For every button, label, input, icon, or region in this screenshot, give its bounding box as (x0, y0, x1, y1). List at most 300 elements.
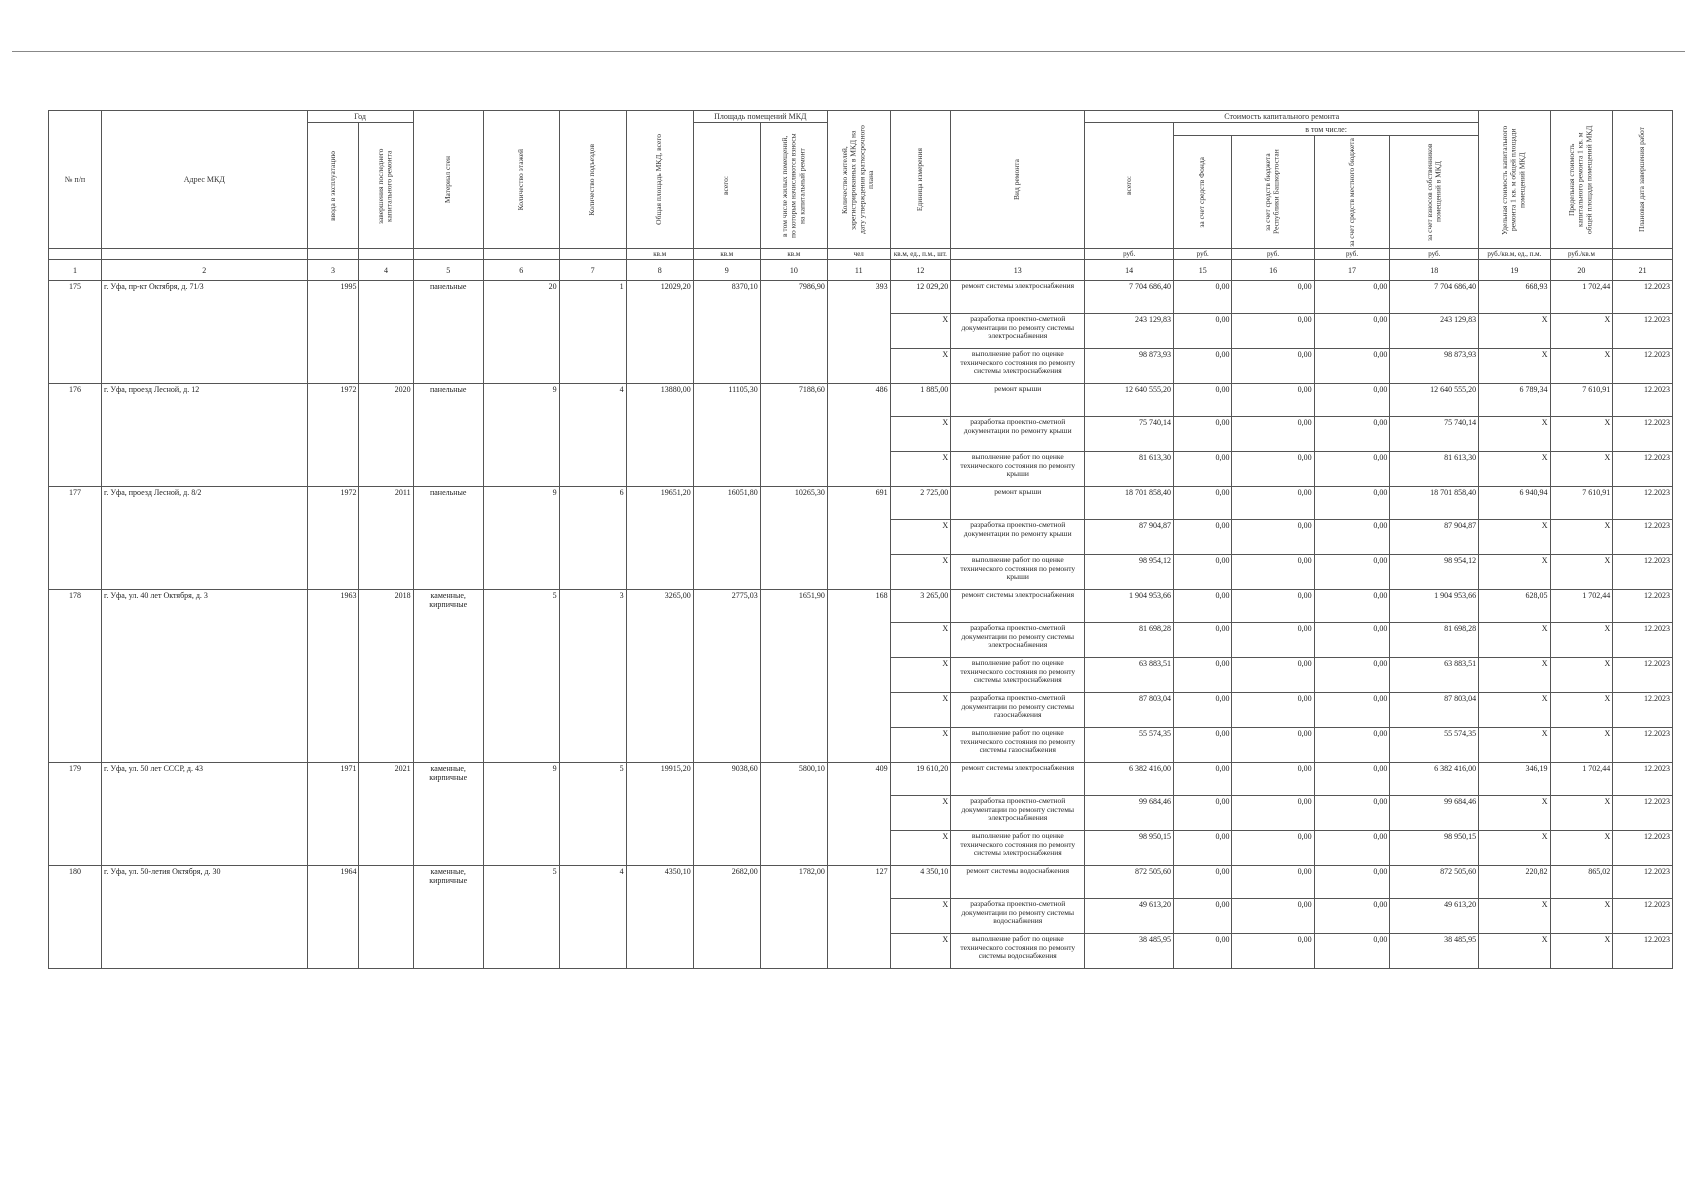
subrow-cost-owners: 98 873,93 (1390, 349, 1479, 384)
row-number: 178 (49, 590, 102, 763)
subrow-cost-republic: 0,00 (1232, 899, 1314, 934)
column-number: 17 (1314, 260, 1390, 281)
row-cost-fund: 0,00 (1174, 763, 1232, 796)
row-wall-material: панельные (413, 487, 483, 590)
col-limit-cost-header (1550, 111, 1613, 249)
row-year-repair: 2021 (359, 763, 413, 866)
row-quantity: 19 610,20 (890, 763, 951, 796)
subrow-cost-total: 49 613,20 (1085, 899, 1174, 934)
subrow-deadline: 12.2023 (1613, 796, 1673, 831)
row-number: 180 (49, 866, 102, 969)
row-cost-total: 872 505,60 (1085, 866, 1174, 899)
column-number: 10 (760, 260, 827, 281)
column-number: 15 (1174, 260, 1232, 281)
subrow-cost-republic: 0,00 (1232, 693, 1314, 728)
row-year-repair: 2018 (359, 590, 413, 763)
col-residents-header (827, 111, 890, 249)
table-row (49, 384, 1673, 417)
col-cost-local-header (1314, 136, 1390, 249)
subrow-limit-cost: X (1550, 728, 1613, 763)
row-cost-fund: 0,00 (1174, 281, 1232, 314)
subrow-cost-owners: 87 803,04 (1390, 693, 1479, 728)
subrow-cost-local: 0,00 (1314, 623, 1390, 658)
column-number: 2 (102, 260, 308, 281)
subrow-deadline: 12.2023 (1613, 623, 1673, 658)
subrow-cost-owners: 63 883,51 (1390, 658, 1479, 693)
subrow-limit-cost: X (1550, 314, 1613, 349)
row-premises-total: 11105,30 (693, 384, 760, 487)
row-repair-type: ремонт системы электроснабжения (951, 281, 1085, 314)
row-cost-republic: 0,00 (1232, 763, 1314, 796)
subrow-cost-owners: 55 574,35 (1390, 728, 1479, 763)
row-cost-owners: 7 704 686,40 (1390, 281, 1479, 314)
subrow-work-type: разработка проектно-сметной документации по ремонту системы электроснабжения (951, 796, 1085, 831)
row-unit-cost: 220,82 (1479, 866, 1550, 899)
unit-cell: кв.м (626, 249, 693, 260)
subrow-cost-republic: 0,00 (1232, 831, 1314, 866)
subrow-deadline: 12.2023 (1613, 314, 1673, 349)
row-cost-local: 0,00 (1314, 384, 1390, 417)
row-total-area: 3265,00 (626, 590, 693, 763)
subrow-cost-owners: 38 485,95 (1390, 934, 1479, 969)
row-cost-total: 1 904 953,66 (1085, 590, 1174, 623)
subrow-cost-local: 0,00 (1314, 693, 1390, 728)
subrow-work-type: разработка проектно-сметной документации по ремонту системы газоснабжения (951, 693, 1085, 728)
row-cost-local: 0,00 (1314, 763, 1390, 796)
row-unit-cost: 6 940,94 (1479, 487, 1550, 520)
col-repair-type-label: Вид ремонта (1012, 159, 1022, 201)
subrow-unit-cost: X (1479, 899, 1550, 934)
row-year-commission: 1971 (307, 763, 359, 866)
row-cost-local: 0,00 (1314, 590, 1390, 623)
subrow-cost-local: 0,00 (1314, 417, 1390, 452)
unit-cell (102, 249, 308, 260)
unit-cell (559, 249, 626, 260)
col-entrances-label: Количество подъездов (587, 143, 597, 216)
subrow-cost-republic: 0,00 (1232, 520, 1314, 555)
col-premises-total-header (693, 123, 760, 249)
subrow-work-type: выполнение работ по оценке технического состояния по ремонту системы электроснабжения (951, 349, 1085, 384)
unit-cell: руб./кв.м (1550, 249, 1613, 260)
subrow-limit-cost: X (1550, 349, 1613, 384)
col-cost-owners-header (1390, 136, 1479, 249)
row-total-area: 13880,00 (626, 384, 693, 487)
unit-cell: кв.м, ед., п.м., шт. (890, 249, 951, 260)
unit-cell: руб. (1390, 249, 1479, 260)
subrow-cost-owners: 98 954,12 (1390, 555, 1479, 590)
col-deadline-header (1613, 111, 1673, 249)
subrow-deadline: 12.2023 (1613, 520, 1673, 555)
row-address: г. Уфа, ул. 50-летия Октября, д. 30 (102, 866, 308, 969)
row-premises-total: 8370,10 (693, 281, 760, 384)
row-cost-total: 18 701 858,40 (1085, 487, 1174, 520)
subrow-quantity-mark: X (890, 796, 951, 831)
row-total-area: 12029,20 (626, 281, 693, 384)
subrow-unit-cost: X (1479, 520, 1550, 555)
row-cost-total: 7 704 686,40 (1085, 281, 1174, 314)
row-address: г. Уфа, ул. 40 лет Октября, д. 3 (102, 590, 308, 763)
row-year-commission: 1964 (307, 866, 359, 969)
row-cost-republic: 0,00 (1232, 590, 1314, 623)
col-year-commission-label: ввода в эксплуатацию (327, 150, 337, 221)
subrow-limit-cost: X (1550, 520, 1613, 555)
subrow-quantity-mark: X (890, 417, 951, 452)
col-premises-funded-label: в том числе жилых помещений, по которым начисляются взносы на капитальный ремонт (779, 133, 807, 238)
subrow-limit-cost: X (1550, 555, 1613, 590)
row-address: г. Уфа, проезд Лесной, д. 12 (102, 384, 308, 487)
subrow-cost-owners: 81 613,30 (1390, 452, 1479, 487)
col-entrances-header (559, 111, 626, 249)
subrow-cost-fund: 0,00 (1174, 693, 1232, 728)
column-number: 20 (1550, 260, 1613, 281)
row-premises-funded: 10265,30 (760, 487, 827, 590)
subrow-cost-total: 38 485,95 (1085, 934, 1174, 969)
col-unit-cost-header (1479, 111, 1550, 249)
column-number: 8 (626, 260, 693, 281)
subrow-deadline: 12.2023 (1613, 417, 1673, 452)
subrow-cost-fund: 0,00 (1174, 831, 1232, 866)
subrow-deadline: 12.2023 (1613, 899, 1673, 934)
row-floors: 5 (483, 590, 559, 763)
subrow-work-type: разработка проектно-сметной документации по ремонту крыши (951, 520, 1085, 555)
subrow-limit-cost: X (1550, 934, 1613, 969)
column-number: 1 (49, 260, 102, 281)
subrow-deadline: 12.2023 (1613, 452, 1673, 487)
subrow-cost-total: 243 129,83 (1085, 314, 1174, 349)
column-number: 4 (359, 260, 413, 281)
row-cost-owners: 872 505,60 (1390, 866, 1479, 899)
subrow-work-type: выполнение работ по оценке технического состояния по ремонту системы электроснабжения (951, 831, 1085, 866)
col-cost-local-label: за счет средств местного бюджета (1346, 137, 1356, 247)
top-rule (12, 51, 1685, 52)
subrow-quantity-mark: X (890, 520, 951, 555)
subrow-limit-cost: X (1550, 796, 1613, 831)
col-cost-fund-label: за счет средств Фонда (1197, 156, 1207, 228)
row-cost-fund: 0,00 (1174, 866, 1232, 899)
col-material-label: Материал стен (442, 156, 452, 204)
col-cost-group-header: Стоимость капитального ремонта (1085, 111, 1479, 123)
row-unit-cost: 668,93 (1479, 281, 1550, 314)
column-number: 11 (827, 260, 890, 281)
row-premises-funded: 7188,60 (760, 384, 827, 487)
subrow-cost-republic: 0,00 (1232, 555, 1314, 590)
subrow-deadline: 12.2023 (1613, 658, 1673, 693)
subrow-quantity-mark: X (890, 314, 951, 349)
row-floors: 9 (483, 763, 559, 866)
row-cost-local: 0,00 (1314, 866, 1390, 899)
col-floors-header (483, 111, 559, 249)
row-limit-cost: 1 702,44 (1550, 281, 1613, 314)
row-premises-funded: 7986,90 (760, 281, 827, 384)
row-premises-funded: 5800,10 (760, 763, 827, 866)
subrow-cost-owners: 243 129,83 (1390, 314, 1479, 349)
row-premises-total: 2775,03 (693, 590, 760, 763)
column-number: 3 (307, 260, 359, 281)
subrow-quantity-mark: X (890, 623, 951, 658)
subrow-cost-republic: 0,00 (1232, 934, 1314, 969)
column-number: 6 (483, 260, 559, 281)
subrow-work-type: выполнение работ по оценке технического состояния по ремонту системы водоснабжения (951, 934, 1085, 969)
row-premises-total: 2682,00 (693, 866, 760, 969)
row-wall-material: каменные, кирпичные (413, 590, 483, 763)
col-unit-header (890, 111, 951, 249)
row-cost-owners: 12 640 555,20 (1390, 384, 1479, 417)
subrow-cost-local: 0,00 (1314, 520, 1390, 555)
row-repair-type: ремонт системы водоснабжения (951, 866, 1085, 899)
subrow-work-type: выполнение работ по оценке технического состояния по ремонту системы газоснабжения (951, 728, 1085, 763)
row-limit-cost: 1 702,44 (1550, 590, 1613, 623)
row-premises-funded: 1782,00 (760, 866, 827, 969)
column-number: 19 (1479, 260, 1550, 281)
row-entrances: 5 (559, 763, 626, 866)
table-row (49, 487, 1673, 520)
subrow-cost-owners: 87 904,87 (1390, 520, 1479, 555)
row-total-area: 19651,20 (626, 487, 693, 590)
row-floors: 20 (483, 281, 559, 384)
subrow-cost-owners: 75 740,14 (1390, 417, 1479, 452)
row-residents: 393 (827, 281, 890, 384)
col-no-header: № п/п (49, 111, 102, 249)
subrow-quantity-mark: X (890, 693, 951, 728)
subrow-quantity-mark: X (890, 555, 951, 590)
col-year-repair-header (359, 123, 413, 249)
row-cost-total: 6 382 416,00 (1085, 763, 1174, 796)
subrow-cost-total: 99 684,46 (1085, 796, 1174, 831)
row-year-commission: 1972 (307, 487, 359, 590)
row-cost-republic: 0,00 (1232, 384, 1314, 417)
col-cost-republic-label: за счет средств бюджета Республики Башкортостан (1263, 149, 1282, 235)
col-year-group-header: Год (307, 111, 413, 123)
subrow-cost-republic: 0,00 (1232, 314, 1314, 349)
subrow-work-type: разработка проектно-сметной документации по ремонту системы электроснабжения (951, 314, 1085, 349)
row-entrances: 4 (559, 866, 626, 969)
subrow-cost-fund: 0,00 (1174, 349, 1232, 384)
subrow-quantity-mark: X (890, 934, 951, 969)
col-repair-type-header (951, 111, 1085, 249)
subrow-unit-cost: X (1479, 452, 1550, 487)
subrow-unit-cost: X (1479, 417, 1550, 452)
col-cost-republic-header (1232, 136, 1314, 249)
row-entrances: 4 (559, 384, 626, 487)
subrow-cost-republic: 0,00 (1232, 349, 1314, 384)
subrow-cost-total: 87 904,87 (1085, 520, 1174, 555)
col-unit-cost-label: Удельная стоимость капитального ремонта 1 кв. м общей площади помещений МКД (1500, 124, 1527, 235)
subrow-unit-cost: X (1479, 658, 1550, 693)
subrow-cost-owners: 81 698,28 (1390, 623, 1479, 658)
subrow-cost-fund: 0,00 (1174, 417, 1232, 452)
row-limit-cost: 7 610,91 (1550, 384, 1613, 417)
subrow-quantity-mark: X (890, 831, 951, 866)
row-deadline: 12.2023 (1613, 281, 1673, 314)
row-cost-owners: 18 701 858,40 (1390, 487, 1479, 520)
subrow-limit-cost: X (1550, 658, 1613, 693)
subrow-cost-total: 81 698,28 (1085, 623, 1174, 658)
row-deadline: 12.2023 (1613, 590, 1673, 623)
subrow-cost-owners: 49 613,20 (1390, 899, 1479, 934)
unit-cell: кв.м (760, 249, 827, 260)
row-year-repair (359, 281, 413, 384)
row-cost-fund: 0,00 (1174, 384, 1232, 417)
row-deadline: 12.2023 (1613, 763, 1673, 796)
unit-cell (307, 249, 359, 260)
row-total-area: 19915,20 (626, 763, 693, 866)
subrow-cost-local: 0,00 (1314, 728, 1390, 763)
row-limit-cost: 865,02 (1550, 866, 1613, 899)
column-numbers-row (49, 260, 1673, 281)
subrow-deadline: 12.2023 (1613, 934, 1673, 969)
row-wall-material: каменные, кирпичные (413, 866, 483, 969)
subrow-cost-total: 75 740,14 (1085, 417, 1174, 452)
unit-cell: чел (827, 249, 890, 260)
subrow-quantity-mark: X (890, 728, 951, 763)
row-quantity: 2 725,00 (890, 487, 951, 520)
subrow-quantity-mark: X (890, 349, 951, 384)
col-incl-header: в том числе: (1174, 123, 1479, 136)
column-number: 21 (1613, 260, 1673, 281)
row-residents: 168 (827, 590, 890, 763)
subrow-cost-fund: 0,00 (1174, 934, 1232, 969)
col-deadline-label: Плановая дата завершения работ (1637, 127, 1647, 233)
column-number: 7 (559, 260, 626, 281)
row-premises-total: 9038,60 (693, 763, 760, 866)
row-cost-fund: 0,00 (1174, 590, 1232, 623)
column-number: 5 (413, 260, 483, 281)
subrow-cost-local: 0,00 (1314, 899, 1390, 934)
col-premises-total-label: всего: (721, 176, 731, 196)
subrow-cost-local: 0,00 (1314, 796, 1390, 831)
column-number: 12 (890, 260, 951, 281)
unit-cell: руб. (1314, 249, 1390, 260)
unit-cell: руб. (1174, 249, 1232, 260)
subrow-quantity-mark: X (890, 899, 951, 934)
subrow-unit-cost: X (1479, 693, 1550, 728)
col-total-area-header (626, 111, 693, 249)
row-wall-material: каменные, кирпичные (413, 763, 483, 866)
row-entrances: 6 (559, 487, 626, 590)
subrow-unit-cost: X (1479, 728, 1550, 763)
subrow-unit-cost: X (1479, 934, 1550, 969)
row-floors: 9 (483, 487, 559, 590)
row-cost-owners: 1 904 953,66 (1390, 590, 1479, 623)
unit-cell: руб. (1085, 249, 1174, 260)
subrow-cost-local: 0,00 (1314, 934, 1390, 969)
row-year-commission: 1963 (307, 590, 359, 763)
table-row (49, 590, 1673, 623)
row-repair-type: ремонт системы электроснабжения (951, 763, 1085, 796)
col-floors-label: Количество этажей (515, 148, 525, 211)
col-cost-fund-header (1174, 136, 1232, 249)
row-cost-fund: 0,00 (1174, 487, 1232, 520)
row-quantity: 4 350,10 (890, 866, 951, 899)
col-cost-total-header (1085, 123, 1174, 249)
row-quantity: 3 265,00 (890, 590, 951, 623)
row-wall-material: панельные (413, 384, 483, 487)
subrow-cost-owners: 99 684,46 (1390, 796, 1479, 831)
col-residents-label: Количество жителей, зарегистрированных в МКД на дату утверждения краткосрочного плана (840, 125, 876, 235)
row-number: 177 (49, 487, 102, 590)
row-cost-republic: 0,00 (1232, 866, 1314, 899)
col-premises-funded-header (760, 123, 827, 249)
row-limit-cost: 7 610,91 (1550, 487, 1613, 520)
column-number: 16 (1232, 260, 1314, 281)
row-number: 175 (49, 281, 102, 384)
col-address-header: Адрес МКД (102, 111, 308, 249)
row-floors: 9 (483, 384, 559, 487)
subrow-cost-fund: 0,00 (1174, 452, 1232, 487)
row-premises-funded: 1651,90 (760, 590, 827, 763)
row-year-repair (359, 866, 413, 969)
row-unit-cost: 6 789,34 (1479, 384, 1550, 417)
col-material-header (413, 111, 483, 249)
row-address: г. Уфа, пр-кт Октября, д. 71/3 (102, 281, 308, 384)
subrow-cost-total: 98 950,15 (1085, 831, 1174, 866)
subrow-limit-cost: X (1550, 417, 1613, 452)
subrow-unit-cost: X (1479, 796, 1550, 831)
subrow-cost-fund: 0,00 (1174, 796, 1232, 831)
subrow-cost-republic: 0,00 (1232, 452, 1314, 487)
row-deadline: 12.2023 (1613, 866, 1673, 899)
row-cost-republic: 0,00 (1232, 281, 1314, 314)
subrow-cost-republic: 0,00 (1232, 728, 1314, 763)
subrow-unit-cost: X (1479, 349, 1550, 384)
row-repair-type: ремонт системы электроснабжения (951, 590, 1085, 623)
subrow-work-type: выполнение работ по оценке технического состояния по ремонту крыши (951, 452, 1085, 487)
row-cost-republic: 0,00 (1232, 487, 1314, 520)
row-entrances: 1 (559, 281, 626, 384)
subrow-cost-fund: 0,00 (1174, 899, 1232, 934)
row-residents: 486 (827, 384, 890, 487)
table-row (49, 866, 1673, 899)
subrow-cost-total: 98 954,12 (1085, 555, 1174, 590)
subrow-cost-republic: 0,00 (1232, 623, 1314, 658)
row-premises-total: 16051,80 (693, 487, 760, 590)
table-row (49, 281, 1673, 314)
unit-cell: руб. (1232, 249, 1314, 260)
col-premises-group-header: Площадь помещений МКД (693, 111, 827, 123)
table-header (49, 111, 1673, 281)
subrow-unit-cost: X (1479, 623, 1550, 658)
unit-cell (483, 249, 559, 260)
subrow-cost-local: 0,00 (1314, 452, 1390, 487)
subrow-unit-cost: X (1479, 831, 1550, 866)
subrow-limit-cost: X (1550, 899, 1613, 934)
subrow-cost-fund: 0,00 (1174, 314, 1232, 349)
subrow-deadline: 12.2023 (1613, 831, 1673, 866)
row-number: 179 (49, 763, 102, 866)
unit-cell: кв.м (693, 249, 760, 260)
subrow-cost-local: 0,00 (1314, 314, 1390, 349)
subrow-deadline: 12.2023 (1613, 349, 1673, 384)
col-limit-cost-label: Предельная стоимость капитального ремонта 1 кв. м общей площади помещений МКД (1567, 125, 1594, 234)
repair-plan-table (48, 110, 1673, 969)
column-number: 13 (951, 260, 1085, 281)
subrow-limit-cost: X (1550, 452, 1613, 487)
subrow-deadline: 12.2023 (1613, 728, 1673, 763)
row-year-commission: 1995 (307, 281, 359, 384)
subrow-cost-local: 0,00 (1314, 555, 1390, 590)
subrow-quantity-mark: X (890, 452, 951, 487)
unit-cell (1613, 249, 1673, 260)
table-body (49, 281, 1673, 969)
subrow-cost-republic: 0,00 (1232, 658, 1314, 693)
subrow-work-type: разработка проектно-сметной документации по ремонту системы водоснабжения (951, 899, 1085, 934)
row-residents: 409 (827, 763, 890, 866)
column-number: 14 (1085, 260, 1174, 281)
subrow-cost-fund: 0,00 (1174, 623, 1232, 658)
subrow-cost-republic: 0,00 (1232, 796, 1314, 831)
subrow-work-type: выполнение работ по оценке технического состояния по ремонту крыши (951, 555, 1085, 590)
column-number: 18 (1390, 260, 1479, 281)
